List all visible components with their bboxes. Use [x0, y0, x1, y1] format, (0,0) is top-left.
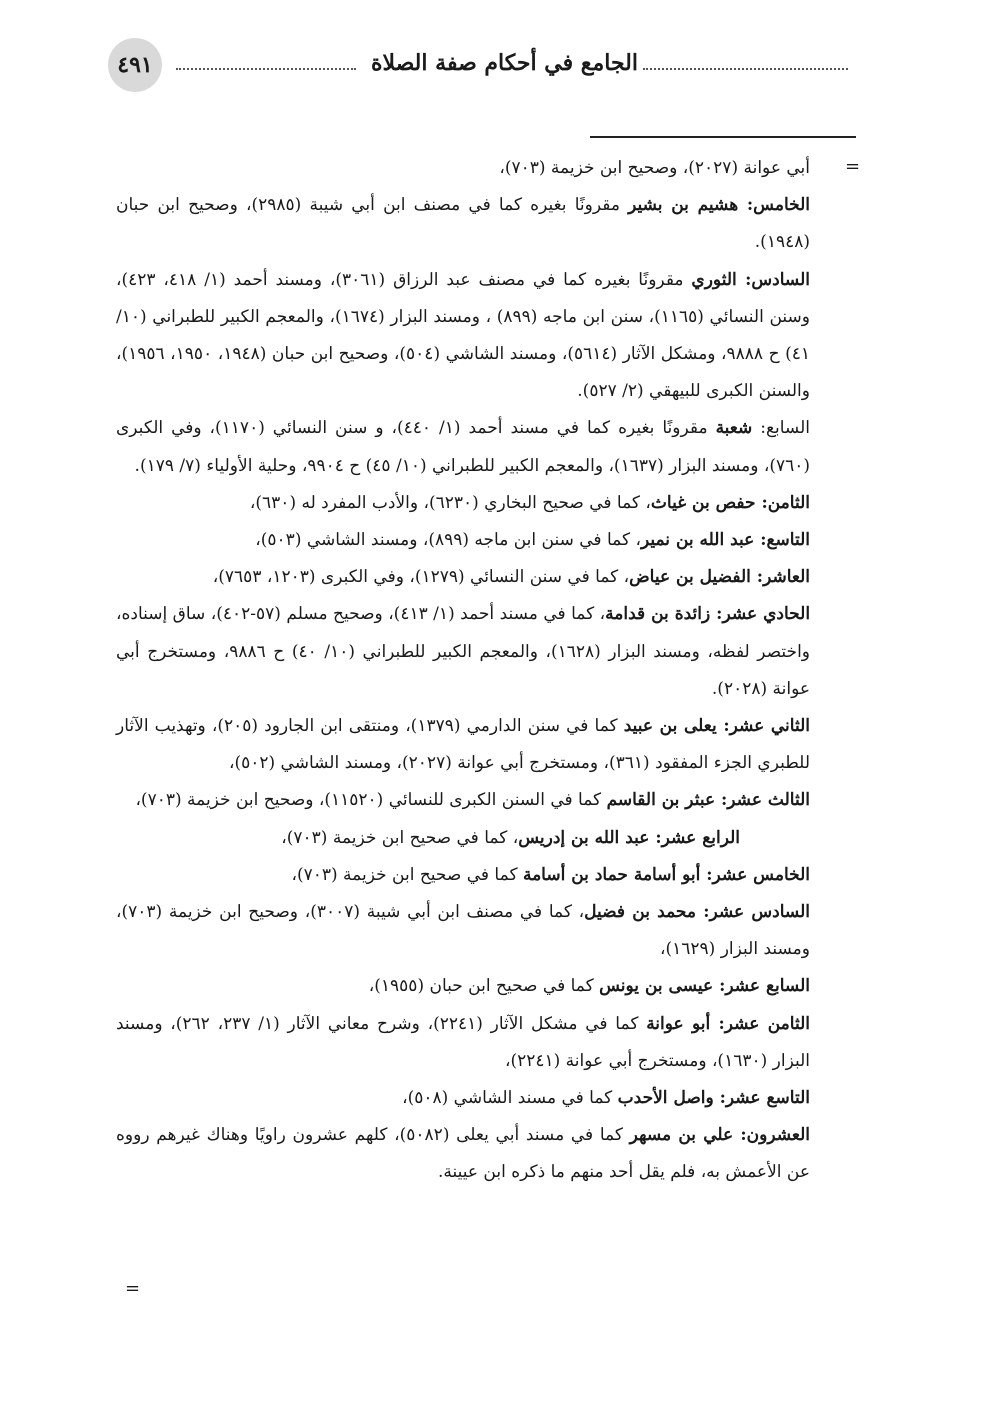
page-header — [108, 38, 848, 98]
narrator-name: الفضيل بن عياض — [629, 567, 751, 588]
narrator-name: عبثر بن القاسم — [606, 790, 716, 811]
entry-text: ، كما في صحيح البخاري (٦٢٣٠)، والأدب المفرد له (٦٣٠)، — [249, 492, 651, 513]
entry-text: ، كما في سنن النسائي (١٢٧٩)، وفي الكبرى (١٢٠٣، ٧٦٥٣)، — [212, 567, 630, 588]
footnote-entry — [116, 894, 810, 968]
entry-label: الحادي عشر: — [710, 604, 811, 625]
entry-text: كما في سنن الدارمي (١٣٧٩)، ومنتقى ابن الجارود (٢٠٥)، وتهذيب الآثار للطبري الجزء المفقود (٣٦١)، ومستخرج أبي عوانة (٢٠٢٧)، ومسند الشاشي (٥٠٢)، — [116, 716, 810, 774]
entry-text: ، كما في مصنف ابن أبي شيبة (٣٠٠٧)، وصحيح ابن خزيمة (٧٠٣)، ومسند البزار (١٦٢٩)، — [116, 902, 810, 960]
page-number: ٤٩١ — [108, 38, 162, 92]
footnote-separator — [590, 136, 856, 138]
footnote-entry — [116, 708, 810, 782]
entry-label: السادس: — [736, 269, 810, 290]
footnote-entry — [116, 410, 810, 484]
entry-label: الثالث عشر: — [715, 790, 810, 811]
footnote-entry — [116, 596, 810, 708]
narrator-name: زائدة بن قدامة — [605, 604, 711, 625]
entry-label: الرابع عشر: — [649, 827, 740, 848]
book-title: الجامع في أحكام صفة الصلاة — [370, 50, 638, 76]
footnote-entry — [116, 820, 810, 857]
footnote-entry — [116, 857, 810, 894]
entry-label: الثاني عشر: — [716, 716, 811, 737]
entry-label: السادس عشر: — [696, 902, 811, 923]
entry-text: كما في السنن الكبرى للنسائي (١١٥٢٠)، وصحيح ابن خزيمة (٧٠٣)، — [135, 790, 607, 811]
header-dots-right — [643, 68, 848, 70]
footnote-entry — [116, 187, 810, 261]
entry-text: كما في صحيح ابن حبان (١٩٥٥)، — [368, 976, 600, 997]
narrator-name: الثوري — [691, 269, 737, 290]
narrator-name: هشيم بن بشير — [628, 195, 739, 216]
entry-label: السابع عشر: — [713, 976, 810, 997]
entry-label: الثامن: — [755, 492, 810, 513]
footnote-entry — [116, 559, 810, 596]
entry-text: مقرونًا بغيره كما في مصنف عبد الرزاق (٣٠٦١)، ومسند أحمد (١/ ٤١٨، ٤٢٣)، وسنن النسائي (١١٦٥)، سنن ابن ماجه (٨٩٩) ، ومسند البزار (١٦٧٤)، والمعجم الكبير للطبراني (١٠/ ٤١) ح ٩٨٨٨، ومشكل الآثار (٥٦١٤)، ومسند الشاشي (٥٠٤)، وصحيح ابن حبان (١٩٤٨، ١٩٥٠، ١٩٥٦)، والسنن الكبرى للبيهقي (٢/ ٥٢٧). — [116, 269, 810, 402]
entry-label: الثامن عشر: — [710, 1013, 810, 1034]
footnote-entry — [116, 485, 810, 522]
entry-text: مقرونًا بغيره كما في مصنف ابن أبي شيبة (٢٩٨٥)، وصحيح ابن حبان (١٩٤٨). — [116, 195, 810, 253]
continuation-mark-top: = — [845, 156, 861, 177]
narrator-name: عيسى بن يونس — [599, 976, 714, 997]
footnote-entry — [116, 968, 810, 1005]
narrator-name: أبو عوانة — [646, 1013, 711, 1034]
entry-label: السابع: — [752, 418, 810, 439]
entry-text: كما في مسند أبي يعلى (٥٠٨٢)، كلهم عشرون راويًا وهناك غيرهم رووه عن الأعمش به، فلم يقل أحد منهم ما ذكره ابن عيينة. — [116, 1125, 810, 1183]
header-dots-left — [176, 68, 356, 70]
narrator-name: شعبة — [715, 418, 753, 439]
footnote-entry — [116, 262, 810, 411]
entry-text: ، كما في سنن ابن ماجه (٨٩٩)، ومسند الشاشي (٥٠٣)، — [255, 530, 641, 551]
entry-text: كما في مسند الشاشي (٥٠٨)، — [402, 1088, 618, 1109]
entry-text: كما في صحيح ابن خزيمة (٧٠٣)، — [291, 864, 523, 885]
narrator-name: أبو أسامة حماد بن أسامة — [522, 864, 701, 885]
footnote-entry — [116, 1080, 810, 1117]
footnote-entry — [116, 1006, 810, 1080]
entry-text: مقرونًا بغيره كما في مسند أحمد (١/ ٤٤٠)، و سنن النسائي (١١٧٠)، وفي الكبرى (٧٦٠)، ومسند البزار (١٦٣٧)، والمعجم الكبير للطبراني (١٠/ ٤٥) ح ٩٩٠٤، وحلية الأولياء (٧/ ١٧٩). — [116, 418, 810, 476]
entry-label: الخامس عشر: — [700, 864, 810, 885]
continuation-mark-bottom: = — [125, 1278, 141, 1299]
entry-label: الخامس: — [738, 195, 810, 216]
footnote-entry — [116, 522, 810, 559]
entry-label: العاشر: — [750, 567, 810, 588]
narrator-name: حفص بن غياث — [650, 492, 756, 513]
entry-label: التاسع عشر: — [713, 1088, 810, 1109]
narrator-name: يعلى بن عبيد — [623, 716, 717, 737]
entry-text: ، كما في صحيح ابن خزيمة (٧٠٣)، — [281, 827, 519, 848]
entry-text: كما في مشكل الآثار (٢٢٤١)، وشرح معاني الآثار (١/ ٢٣٧، ٢٦٢)، ومسند البزار (١٦٣٠)، ومستخرج أبي عوانة (٢٢٤١)، — [116, 1013, 810, 1071]
footnote-entry — [116, 782, 810, 819]
narrator-name: علي بن مسهر — [629, 1125, 734, 1146]
entry-label: العشرون: — [733, 1125, 810, 1146]
narrator-name: محمد بن فضيل — [584, 902, 696, 923]
narrator-name: واصل الأحدب — [617, 1088, 714, 1109]
entry-text: ، كما في مسند أحمد (١/ ٤١٣)، وصحيح مسلم (٥٧-٤٠٢)، ساق إسناده، واختصر لفظه، ومسند البزار (١٦٢٨)، والمعجم الكبير للطبراني (١٠/ ٤٠) ح ٩٨٨٦، ومستخرج أبي عوانة (٢٠٢٨). — [116, 604, 810, 699]
narrator-name: عبد الله بن نمير — [640, 530, 755, 551]
footnote-entry — [116, 1117, 810, 1191]
narrator-name: عبد الله بن إدريس — [518, 827, 650, 848]
footnote-body — [116, 150, 810, 1192]
entry-label: التاسع: — [754, 530, 810, 551]
footnote-entry: أبي عوانة (٢٠٢٧)، وصحيح ابن خزيمة (٧٠٣)، — [499, 158, 810, 178]
